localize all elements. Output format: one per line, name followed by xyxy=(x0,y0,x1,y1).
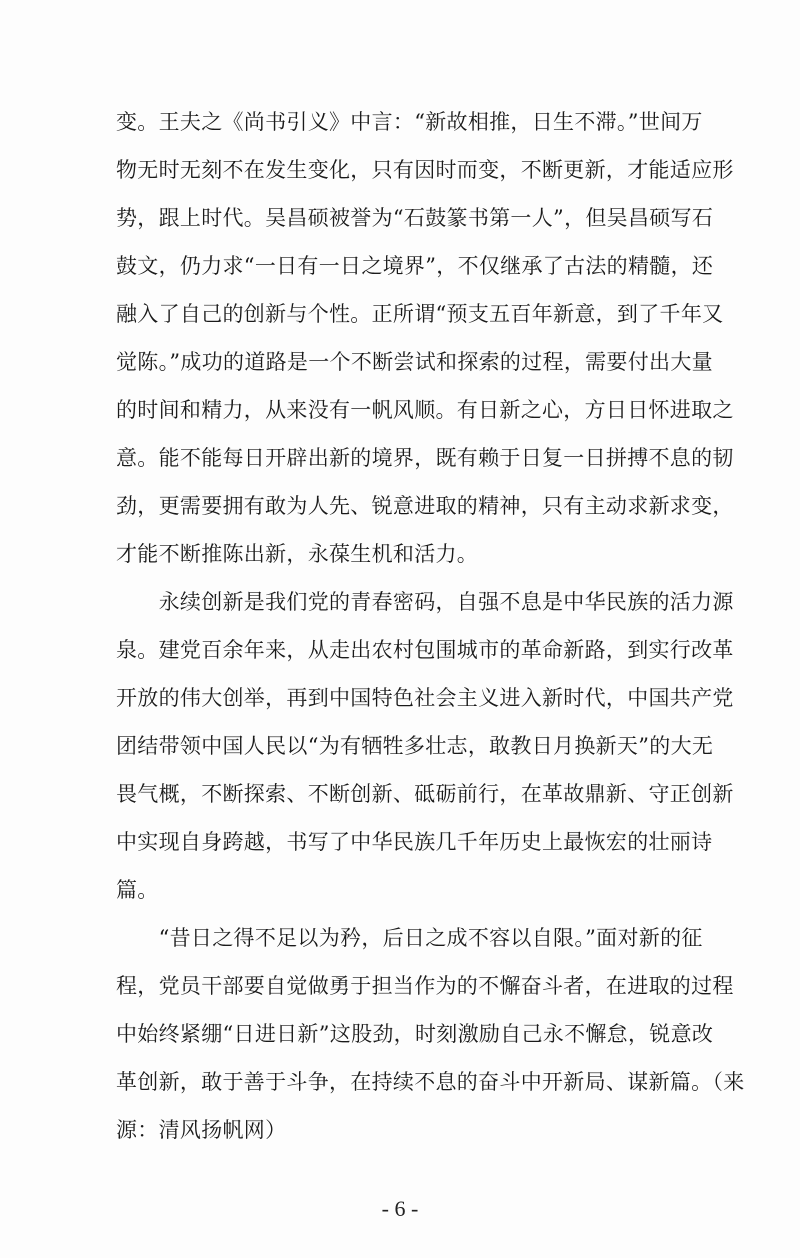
text-line: 鼓文，仍力求“一日有一日之境界”，不仅继承了古法的精髓，还 xyxy=(116,254,714,278)
text-line: 的时间和精力，从来没有一帆风顺。有日新之心，方日日怀进取之 xyxy=(116,398,734,422)
text-line: 开放的伟大创举，再到中国特色社会主义进入新时代，中国共产党 xyxy=(116,686,734,710)
page-number: - 6 - xyxy=(381,1196,419,1221)
text-line: “昔日之得不足以为矜，后日之成不容以自限。”面对新的征 xyxy=(116,926,703,950)
text-line: 劲，更需要拥有敢为人先、锐意进取的精神，只有主动求新求变， xyxy=(116,494,734,518)
text-line: 中实现自身跨越，书写了中华民族几千年历史上最恢宏的壮丽诗 xyxy=(116,830,713,854)
text-line: 中始终紧绷“日进日新”这股劲，时刻激励自己永不懈怠，锐意改 xyxy=(116,1022,714,1046)
text-line: 势，跟上时代。吴昌硕被誉为“石鼓篆书第一人”，但吴昌硕写石 xyxy=(116,206,714,230)
text-line: 畏气概，不断探索、不断创新、砥砺前行，在革故鼎新、守正创新 xyxy=(116,782,734,806)
text-line: 革创新，敢于善于斗争，在持续不息的奋斗中开新局、谋新篇。（来 xyxy=(116,1070,745,1094)
text-line: 团结带领中国人民以“为有牺牲多壮志，敢教日月换新天”的大无 xyxy=(116,734,714,758)
text-line: 源：清风扬帆网） xyxy=(116,1118,287,1142)
body-text xyxy=(116,98,745,1154)
text-line: 程，党员干部要自觉做勇于担当作为的不懈奋斗者，在进取的过程 xyxy=(116,974,734,998)
text-line: 物无时无刻不在发生变化，只有因时而变，不断更新，才能适应形 xyxy=(116,158,734,182)
text-line: 意。能不能每日开辟出新的境界，既有赖于日复一日拼搏不息的韧 xyxy=(116,446,734,470)
text-line: 泉。建党百余年来，从走出农村包围城市的革命新路，到实行改革 xyxy=(116,638,734,662)
text-line: 觉陈。”成功的道路是一个不断尝试和探索的过程，需要付出大量 xyxy=(116,350,713,374)
text-line: 变。王夫之《尚书引义》中言：“新故相推，日生不滞。”世间万 xyxy=(116,110,703,134)
text-line: 永续创新是我们党的青春密码，自强不息是中华民族的活力源 xyxy=(116,590,734,614)
text-line: 才能不断推陈出新，永葆生机和活力。 xyxy=(116,542,479,566)
text-line: 篇。 xyxy=(116,878,159,902)
text-line: 融入了自己的创新与个性。正所谓“预支五百年新意，到了千年又 xyxy=(116,302,724,326)
